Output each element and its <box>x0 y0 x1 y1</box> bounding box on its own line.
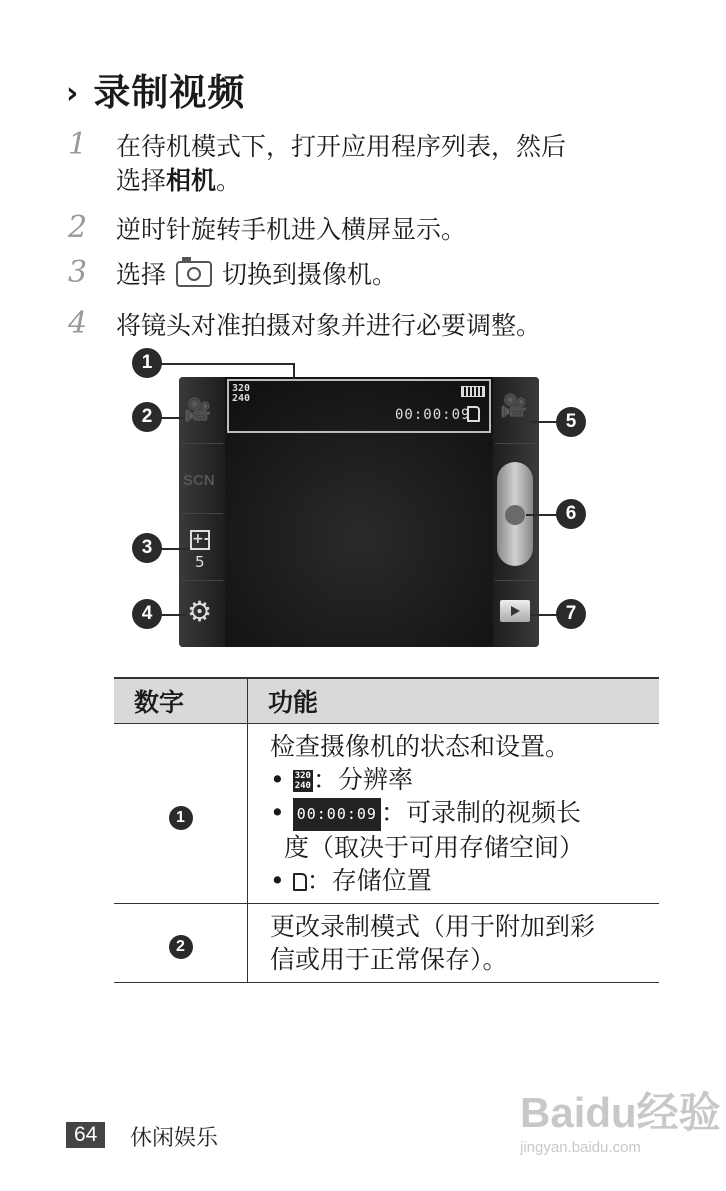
bullet-timer: • 00:00:09 ：可录制的视频长 <box>270 796 659 831</box>
status-indicator-box <box>227 379 491 433</box>
callout-7: 7 <box>556 599 586 629</box>
page-number: 64 <box>66 1122 105 1148</box>
callout-6: 6 <box>556 499 586 529</box>
step-number: 3 <box>68 255 88 290</box>
callout-line <box>530 421 558 423</box>
callout-2: 2 <box>132 402 162 432</box>
memory-card-icon <box>293 873 307 891</box>
section-heading <box>66 62 245 116</box>
recording-time: 00:00:09 <box>395 407 471 423</box>
callout-5: 5 <box>556 407 586 437</box>
record-dot-icon <box>505 505 525 525</box>
step-number: 1 <box>68 127 88 162</box>
callout-line <box>530 614 558 616</box>
callout-line <box>158 363 295 365</box>
toolbar-divider <box>181 513 223 514</box>
row-number-cell <box>114 724 248 904</box>
callout-3: 3 <box>132 533 162 563</box>
callout-line <box>158 614 186 616</box>
toolbar-divider <box>181 580 223 581</box>
watermark-url: jingyan.baidu.com <box>520 1139 641 1156</box>
row-description-cell: 更改录制模式（用于附加到彩 信或用于正常保存）。 <box>248 903 660 982</box>
scene-mode-button[interactable]: SCN <box>183 472 215 489</box>
battery-icon <box>461 386 485 397</box>
callout-1: 1 <box>132 348 162 378</box>
exposure-value: 5 <box>195 553 205 571</box>
bullet-resolution: • 320 240：分辨率 <box>270 765 413 794</box>
function-table <box>114 677 659 983</box>
callout-line <box>158 548 190 550</box>
camcorder-switch-icon[interactable]: 🎥 <box>500 394 528 419</box>
exposure-icon[interactable]: +- <box>190 530 210 550</box>
toolbar-divider <box>495 443 537 444</box>
table-row <box>114 724 659 904</box>
gear-icon[interactable]: ⚙ <box>187 595 213 628</box>
watermark-logo: Baidu经验 <box>520 1089 721 1136</box>
number-badge: 2 <box>169 935 193 959</box>
table-header-number: 数字 <box>114 678 248 724</box>
step-2-text: 逆时针旋转手机进入横屏显示。 <box>116 215 467 244</box>
memory-card-icon <box>467 406 480 422</box>
callout-4: 4 <box>132 599 162 629</box>
step-4-text: 将镜头对准拍摄对象并进行必要调整。 <box>116 311 542 340</box>
resolution-icon: 320 240 <box>294 771 311 791</box>
callout-line <box>526 514 558 516</box>
callout-line <box>293 363 295 379</box>
step-number: 4 <box>68 306 88 341</box>
table-row <box>114 903 659 982</box>
number-badge: 1 <box>169 806 193 830</box>
step-1-text: 在待机模式下，打开应用程序列表，然后 选择相机。 <box>116 132 567 195</box>
camera-icon <box>176 261 212 287</box>
step-number: 2 <box>68 210 88 245</box>
section-title: 录制视频 <box>93 71 246 114</box>
chevron-icon: › <box>66 76 80 111</box>
row-number-cell <box>114 903 248 982</box>
resolution-indicator: 320 240 <box>232 383 251 404</box>
recording-mode-icon[interactable]: 🎥 <box>184 398 212 423</box>
table-header-function: 功能 <box>248 678 660 724</box>
toolbar-divider <box>495 580 537 581</box>
toolbar-divider <box>181 443 223 444</box>
play-icon[interactable] <box>500 600 530 622</box>
step-3-text: 选择 切换到摄像机。 <box>116 260 398 289</box>
row-description-cell: 检查摄像机的状态和设置。 • 320 240：分辨率 • 00:00:09 ：可录制的视频长 度（取决于可用存储空间） • ：存储位置 <box>248 724 660 904</box>
bullet-storage: • ：存储位置 <box>270 865 432 895</box>
section-name: 休闲娱乐 <box>130 1126 219 1151</box>
timer-icon: 00:00:09 <box>293 798 381 831</box>
